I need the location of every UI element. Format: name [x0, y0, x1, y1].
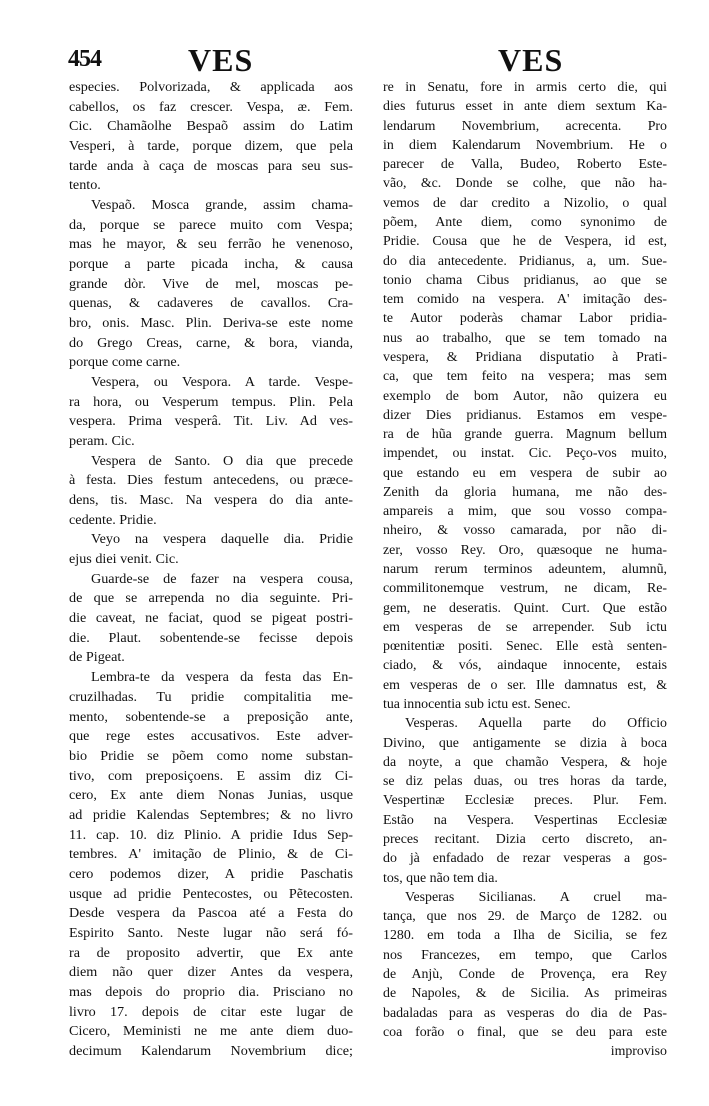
text-line: se diz pelas duas, ou tres horas da tarde, — [383, 774, 667, 790]
text-line: Vesperas. Aquella parte do Officio — [405, 716, 667, 732]
text-line: te Autor poderàs chamar Labor pridia- — [383, 311, 667, 327]
text-line: Vespera de Santo. O dia que precede — [91, 452, 353, 469]
text-line: usque ad pridie Pentecostes, ou Pẽtecosten. — [69, 885, 353, 902]
text-line: porque a parte picada incha, & causa — [69, 256, 353, 273]
text-line: tua innocentia sub ictu est. Senec. — [383, 697, 571, 712]
text-line: da, porque se parece muito com Vespa; — [69, 216, 353, 233]
text-line: cruzilhadas. Tu pridie compitalitia me- — [69, 688, 353, 705]
text-line: cero podemos dizer, A pridie Paschatis — [69, 865, 353, 882]
text-line: bro, onis. Masc. Plin. Deriva-se este nome — [69, 315, 353, 332]
text-line: mento, sobentende-se a preposição ante, — [69, 708, 353, 725]
text-line: quenas, & cadaveres de cavallos. Cra- — [69, 295, 353, 312]
text-line: zer, vosso Rey. Oro, quæsoque ne huma- — [383, 542, 667, 558]
text-line: gem, ne deseratis. Quint. Curt. Que estão — [383, 600, 667, 616]
text-line: do jà enfadado de rezar vesperas a gos- — [383, 851, 667, 867]
text-line: vemos de dar credito a Nizolio, o qual — [383, 195, 667, 211]
text-line: livro 17. depois de citar este lugar de — [69, 1003, 353, 1020]
text-line: in diem Kalendarum Novembrium. He o — [383, 137, 667, 153]
text-line: mas depois do proprio dia. Prisciano no — [69, 983, 353, 1000]
text-line: ampareis a mim, que sou vosso compa- — [383, 504, 667, 520]
text-line: Veyo na vespera daquelle dia. Pridie — [91, 531, 353, 548]
text-line: pœnitentiæ positi. Senec. Elle està senten- — [383, 639, 667, 655]
text-line: tarde anda à caça de moscas para seu sus- — [69, 157, 353, 174]
text-line: Espirito Santo. Neste lugar não será fó- — [69, 924, 353, 941]
text-line: parecer de Valla, Budeo, Roberto Este- — [383, 157, 667, 173]
text-line: tança, que nos 29. de Março de 1282. ou — [383, 909, 667, 925]
text-line: 11. cap. 10. diz Plinio. A pridie Idus Sep- — [69, 826, 353, 843]
text-line: Cic. Chamãolhe Bespaõ assim do Latim — [69, 118, 353, 135]
text-line: Estão na Vespera. Vespertinas Ecclesiæ — [383, 812, 667, 828]
text-line: ciado, & vós, aindaque innocente, estais — [383, 658, 667, 674]
text-line: tembres. A' imitação de Plinio, & de Ci- — [69, 846, 353, 863]
text-line: dizer Dies pridianus. Estamos em vespe- — [383, 407, 667, 423]
text-line: die caveat, ne faciat, quod se pigeat postri- — [69, 610, 353, 627]
text-line: que rege estes accusativos. Este adver- — [69, 728, 353, 745]
text-line: da noyte, a que chamão Vespera, & hoje — [383, 754, 667, 770]
text-line: improviso — [610, 1044, 667, 1060]
text-line: põem, Ante diem, como synonimo de — [383, 214, 667, 230]
text-line: preces recitant. Dizia certo discreto, an- — [383, 831, 667, 847]
text-line: Pridie. Cousa que he de Vespera, id est, — [383, 234, 667, 250]
text-line: ad pridie Kalendas Septembres; & no livro — [69, 806, 353, 823]
running-head-right: VES — [498, 42, 564, 78]
text-line: Vespera, ou Vespora. A tarde. Vespe- — [91, 374, 353, 391]
text-column-right — [383, 78, 667, 1061]
text-column-left — [69, 78, 353, 1062]
text-line: tos, que não tem dia. — [383, 870, 498, 886]
text-line: tonio chama Cibus pridianus, ao que se — [383, 272, 667, 288]
text-line: tivo, com preposiçoens. E assim diz Ci- — [69, 767, 353, 784]
text-line: de Anjù, Conde de Provença, era Rey — [383, 966, 667, 982]
text-line: diem não quer dizer Antes da vespera, — [69, 964, 353, 981]
text-line: cabellos, os faz crescer. Vespa, æ. Fem. — [69, 98, 353, 115]
text-line: Vesperi, à tarde, porque dizem, que pela — [69, 138, 353, 155]
text-line: de que se arrependa no dia seguinte. Pri- — [69, 590, 353, 607]
text-line: ra de proposito advertir, que Ex ante — [69, 944, 353, 961]
text-line: especies. Polvorizada, & applicada aos — [69, 79, 353, 95]
text-line: do Grego Creas, carne, & bora, vianda, — [69, 334, 353, 351]
text-line: badaladas para as vesperas do dia de Pas- — [383, 1005, 667, 1021]
text-line: ca, que tem feito na vespera; mas sem — [383, 369, 667, 385]
text-line: ejus diei venit. Cic. — [69, 551, 179, 568]
running-head-left: VES — [188, 42, 254, 78]
text-line: commilitonemque vestrum, ne dicam, Re- — [383, 581, 667, 597]
text-line: Vespaõ. Mosca grande, assim chama- — [91, 197, 353, 214]
text-line: nos Francezes, em tempo, que Carlos — [383, 947, 667, 963]
text-line: peram. Cic. — [69, 433, 135, 450]
text-line: Vespertinæ Ecclesiæ preces. Plur. Fem. — [383, 793, 667, 809]
text-line: coa forão o final, que se deu para este — [383, 1024, 667, 1040]
text-line: Zenith da gloria humana, me não des- — [383, 484, 667, 500]
text-line: lendarum Novembrium, acrecenta. Pro — [383, 118, 667, 134]
text-line: bio Pridie se põem como nome substan- — [69, 747, 353, 764]
text-line: de Pigeat. — [69, 649, 125, 666]
text-line: die. Plaut. sobentende-se fecisse depois — [69, 629, 353, 646]
text-line: dens, tis. Masc. Na vespera do dia ante- — [69, 492, 353, 509]
text-line: Lembra-te da vespera da festa das En- — [91, 669, 353, 686]
text-line: nheiro, & vosso camarada, por não di- — [383, 523, 667, 539]
text-line: que estando eu em vespera de subir ao — [383, 465, 667, 481]
text-line: à festa. Dies festum antecedens, ou præce- — [69, 472, 353, 489]
text-line: de Napoles, & de Sicilia. As primeiras — [383, 986, 667, 1002]
text-line: cedente. Pridie. — [69, 511, 157, 528]
text-line: em vesperas de o ser. Ille damnatus est, & — [383, 677, 667, 693]
text-line: ra de hũa grande guerra. Magnum bellum — [383, 427, 667, 443]
text-line: tem comido na vespera. A' imitação des- — [383, 292, 667, 308]
text-line: ra hora, ou Vesperum tempus. Plin. Pela — [69, 393, 353, 410]
text-line: porque come carne. — [69, 354, 181, 371]
text-line: do dia antecedente. Pridianus, a, um. Sue- — [383, 253, 667, 269]
page-header — [0, 42, 709, 78]
page-number: 454 — [68, 46, 101, 72]
text-line: mas he mayor, & seu ferrão he venenoso, — [69, 236, 353, 253]
text-line: Cicero, Meministi ne me ante diem duo- — [69, 1023, 353, 1040]
text-line: impendet, ou instat. Cic. Peço-vos muito, — [383, 446, 667, 462]
text-line: Vesperas Sicilianas. A cruel ma- — [405, 889, 667, 905]
text-line: decimum Kalendarum Novembrium dice; — [69, 1042, 353, 1059]
text-line: tento. — [69, 177, 101, 194]
text-line: re in Senatu, fore in armis certo die, qui — [383, 80, 667, 95]
text-line: vespera, & Pridiana disputatio à Prati- — [383, 349, 667, 365]
text-line: 1280. em toda a Ilha de Sicilia, se fez — [383, 928, 667, 944]
text-line: narum rerum terminos adeuntem, alumnũ, — [383, 562, 667, 578]
text-line: em vesperas de se arrepender. Sub ictu — [383, 619, 667, 635]
text-line: dies futurus esset in ante diem sextum Ka- — [383, 99, 667, 115]
text-line: nus ao trabalho, que se tem tomado na — [383, 330, 667, 346]
text-line: Guarde-se de fazer na vespera cousa, — [91, 570, 353, 587]
text-line: exemplo de bom Autor, não quizera eu — [383, 388, 667, 404]
text-line: grande dòr. Vive de mel, moscas pe- — [69, 275, 353, 292]
text-line: cero, Ex ante diem Nonas Junias, usque — [69, 787, 353, 804]
text-line: Divino, que antigamente se dizia à boca — [383, 735, 667, 751]
text-line: vão, &c. Donde se colhe, que não ha- — [383, 176, 667, 192]
text-line: Desde vespera da Pascoa até a Festa do — [69, 905, 353, 922]
text-line: vespera. Prima vesperâ. Tit. Liv. Ad ves- — [69, 413, 353, 430]
